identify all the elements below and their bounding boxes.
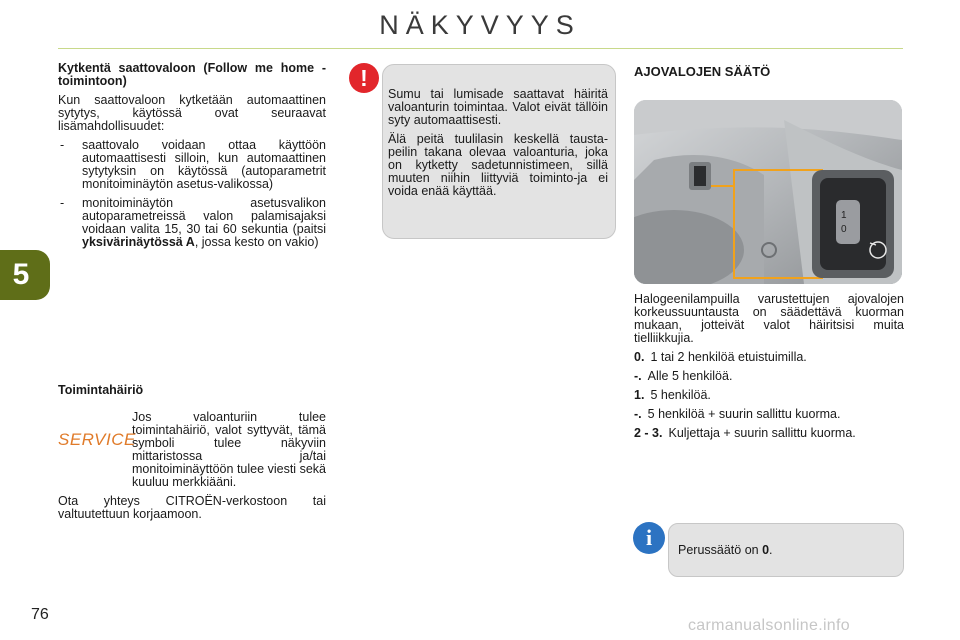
bullet-dash: - bbox=[60, 196, 65, 210]
level-key: -. bbox=[634, 369, 642, 383]
level-text: 5 henkilöä. bbox=[650, 388, 711, 402]
level-key: -. bbox=[634, 407, 642, 421]
level-text: Kuljettaja + suurin sallittu kuorma. bbox=[668, 426, 856, 440]
follow-me-section bbox=[58, 62, 326, 255]
headlamp-description bbox=[634, 293, 904, 446]
level-row bbox=[634, 389, 904, 402]
page-number: 76 bbox=[31, 606, 49, 623]
info-text-bold: 0 bbox=[762, 543, 770, 557]
bullet-2-text-post: , jossa kesto on vakio) bbox=[194, 235, 319, 249]
warning-paragraph-2: Älä peitä tuulilasin keskellä tausta-peilin takana olevaa valoanturia, joka on kytketty sadetunnistimeen, sillä muuten niihin liittyviä toiminto-ja ei voida enää käyttää. bbox=[388, 132, 608, 198]
bullet-2-text-bold: yksivärinäytössä A bbox=[82, 235, 195, 249]
warning-paragraph-1: Sumu tai lumisade saattavat häiritä valoanturin toimintaa. Valot eivät tällöin syty automaattisesti. bbox=[388, 87, 608, 127]
level-row bbox=[634, 408, 904, 421]
level-row bbox=[634, 351, 904, 364]
level-key: 1. bbox=[634, 388, 645, 402]
service-icon: SERVICE bbox=[58, 430, 136, 449]
follow-me-heading: Kytkentä saattovaloon (Follow me home -toimintoon) bbox=[58, 61, 326, 88]
level-key: 0. bbox=[634, 350, 645, 364]
level-text: 5 henkilöä + suurin sallittu kuorma. bbox=[647, 407, 841, 421]
headlamp-intro: Halogeenilampuilla varustettujen ajovalojen korkeussuuntausta on säädettävä kuorman mukaan, jotteivät valot häiritsisi muita tielliikkujia. bbox=[634, 292, 904, 345]
level-text: Alle 5 henkilöä. bbox=[647, 369, 733, 383]
follow-me-intro: Kun saattovaloon kytketään automaattinen sytytys, käytössä ovat seuraavat lisämahdollisuudet: bbox=[58, 93, 326, 133]
level-text: 1 tai 2 henkilöä etuistuimilla. bbox=[650, 350, 807, 364]
info-text-post: . bbox=[769, 543, 773, 557]
malfunction-section bbox=[58, 384, 326, 527]
malfunction-service-row bbox=[58, 411, 326, 489]
title-divider bbox=[58, 48, 903, 49]
dial-label-1: 1 bbox=[841, 210, 847, 221]
watermark: carmanualsonline.info bbox=[688, 617, 850, 634]
headlamp-heading: AJOVALOJEN SÄÄTÖ bbox=[634, 64, 771, 79]
info-text-pre: Perussäätö on bbox=[678, 543, 763, 557]
follow-me-bullet-2 bbox=[58, 197, 326, 249]
headlamp-section bbox=[634, 64, 904, 79]
dashboard-illustration bbox=[634, 100, 902, 284]
malfunction-heading: Toimintahäiriö bbox=[58, 383, 144, 397]
bullet-2-text-pre: monitoiminäytön asetusvalikon autoparametreissä valon palamisajaksi voidaan valita 15, 30 tai 60 sekuntia (paitsi bbox=[82, 196, 326, 236]
chapter-tab bbox=[0, 250, 50, 300]
dial-label-0: 0 bbox=[841, 224, 847, 235]
malfunction-text-2: Ota yhteys CITROËN-verkostoon tai valtuutettuun korjaamoon. bbox=[58, 494, 326, 521]
bullet-1-text: saattovalo voidaan ottaa käyttöön automaattisesti silloin, kun automaattinen sytytyksin on käytössä (autoparametrit monitoiminäytön asetus-valikossa) bbox=[82, 138, 326, 191]
headlamp-adjuster-photo bbox=[634, 100, 902, 284]
warning-note-text bbox=[388, 88, 608, 204]
bullet-dash: - bbox=[60, 138, 65, 152]
level-row bbox=[634, 427, 904, 440]
info-icon: i bbox=[633, 522, 665, 554]
level-key: 2 - 3. bbox=[634, 426, 663, 440]
info-note-text bbox=[678, 543, 773, 557]
chapter-number: 5 bbox=[12, 258, 30, 291]
level-row bbox=[634, 370, 904, 383]
page-title: NÄKYVYYS bbox=[379, 10, 581, 40]
malfunction-text-1: Jos valoanturiin tulee toimintahäiriö, valot syttyvät, tämä symboli tulee näkyviin mittaristossa ja/tai monitoiminäyttöön tulee viesti sekä kuuluu merkkiääni. bbox=[132, 410, 326, 489]
follow-me-bullet-1 bbox=[58, 139, 326, 191]
warning-icon: ! bbox=[349, 63, 379, 93]
